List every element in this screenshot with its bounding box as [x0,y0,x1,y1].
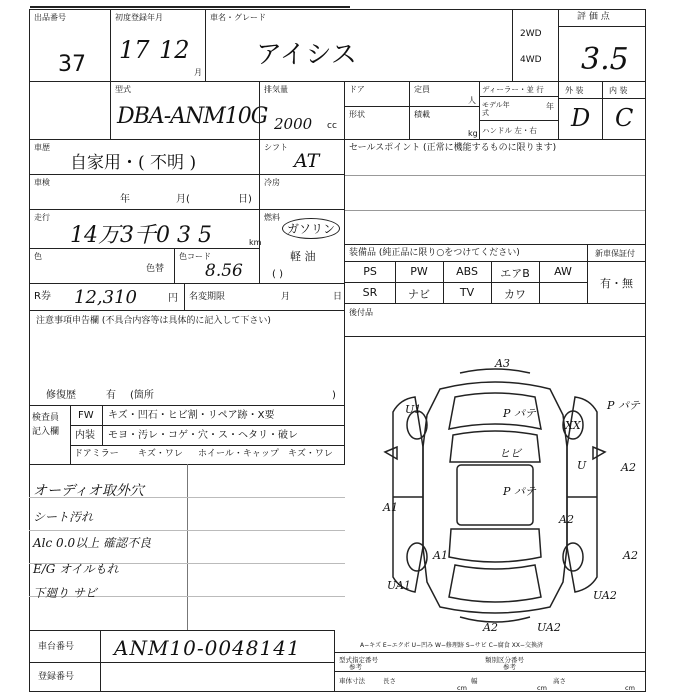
reg-no-cell [29,662,335,692]
equip-sr: SR [362,286,378,299]
shift-label: シフト [264,143,288,152]
mark-hibi: ヒビ [499,447,521,460]
fuel-cell [259,209,345,284]
load-unit: kg [468,129,478,138]
footer-sub2: 参考 [503,663,516,671]
inspector-mirror-label: ドアミラー [74,449,119,459]
remark-3: Alc 0.0以上 確認不良 [33,536,151,550]
mileage-label: 走行 [34,213,50,222]
footer-wid: 幅 [471,677,478,685]
equip-airbag: エアB [500,267,530,280]
capacity-label: 定員 [414,85,430,94]
recycle-label: R券 [34,291,51,302]
recycle-value: 12,310 [74,287,137,308]
interior-value: C [615,104,634,132]
equip-navi: ナビ [408,288,430,301]
damage-legend: A−キズ E−エクボ U−凹み W−修理跡 S−サビ C−腐食 XX−交換済 [360,642,543,649]
usage-value: 自家用・( 不明 ) [70,153,197,173]
car-name-label: 車名・グレード [210,13,266,22]
score-value: 3.5 [581,42,629,77]
inspector-side1: 検査員 [32,413,60,423]
inspector-mirror-text: キズ・ワレ [138,449,183,459]
capacity-cell [409,81,480,140]
color-label: 色 [34,252,42,261]
equip-ps: PS [363,265,377,278]
repair-history-label: 修復歴 [46,390,76,401]
chassis-value: ANM10-0048141 [114,636,301,660]
inspector-interior-text: モヨ・汚レ・コゲ・穴・ス・ヘタリ・破レ [108,430,298,441]
car-name-value: アイシス [256,40,357,70]
mileage-value: 14万3千0 3 5 [70,223,212,248]
exterior-value: D [571,104,591,132]
color-code-value: 8.56 [205,261,243,281]
score-label: 評 価 点 [577,12,610,22]
inspector-wheel-text: キズ・ワレ [288,449,333,459]
equip-pw: PW [410,265,428,278]
displacement-unit: cc [327,121,337,131]
chassis-label: 車台番号 [38,642,75,652]
recycle-cell [29,283,185,311]
drive-cell [512,9,559,82]
inspection-year: 年 [120,194,130,205]
mark-ua1: UA1 [387,579,411,592]
aircon-label: 冷房 [264,178,280,187]
interior-label: 内 装 [609,86,628,95]
mark-ua2: UA2 [593,589,617,602]
inspector-wheel-label: ホイール・キャップ [198,449,279,459]
footer-row2: 類別区分番号 [485,656,524,664]
shift-value: AT [294,150,320,172]
aircon-cell [259,174,345,210]
footer-sub1: 参考 [349,663,362,671]
footer-hei: 高さ [553,677,566,685]
fuel-paren: ( ) [272,269,283,280]
model-year-unit: 年 [546,102,554,111]
header-strip [30,0,350,8]
equip-yes-no: 有・無 [600,277,633,290]
inspector-cell [29,405,345,465]
sales-point-cell [344,139,646,245]
repair-history-place: (箇所 [130,390,154,401]
mark-a1-rear: A1 [433,549,448,562]
sales-point-label: セールスポイント (正常に機能するものに限ります) [349,143,557,153]
mark-u-right: U [577,459,587,472]
inspection-label: 車検 [34,178,50,187]
first-reg-label: 初度登録年月 [115,13,163,22]
chassis-cell [29,630,335,663]
displacement-cell [259,81,345,140]
mark-p-patch: P パテ [607,399,640,412]
mark-a2-right: A2 [621,461,636,474]
model-cell [110,81,268,140]
color-code-cell [174,248,260,284]
fuel-label: 燃料 [264,213,280,222]
footer-cm3: cm [625,684,635,692]
drive-4wd: 4WD [520,55,542,65]
inspector-fw-text: キズ・凹石・ヒビ割・リペア跡・X要 [108,410,275,421]
usage-label: 車歴 [34,143,50,152]
mark-ua2-bottom: UA2 [537,621,561,634]
mileage-cell [29,209,260,249]
after-install-cell [344,303,646,337]
inspection-day: 日) [238,194,252,205]
fuel-option: 軽 油 [290,250,316,263]
lot-no-value: 37 [58,52,86,77]
first-reg-year: 17 [119,36,150,64]
mileage-unit: km [249,238,262,247]
name-change-label: 名変期限 [189,292,226,302]
exterior-interior-cell [558,81,646,140]
car-name-cell [205,9,513,82]
remark-4: E/G オイルもれ [33,562,119,576]
load-label: 積載 [414,110,430,119]
inspector-interior-label: 内装 [75,430,95,441]
handle-label: ハンドル 左・右 [482,126,537,135]
equipment-cell [344,244,646,304]
repair-history-close: ) [332,390,336,401]
shape-label: 形状 [349,110,365,119]
dealer-cell [479,81,559,140]
remark-1: オーディオ取外穴 [33,483,144,499]
footer-dim: 車体寸法 [339,677,365,685]
color-code-label: 色コード [179,252,211,261]
notes-cell [29,310,345,406]
capacity-unit: 人 [468,96,476,105]
displacement-value: 2000 [274,115,313,133]
mark-a2-mid: A2 [559,513,574,526]
recycle-unit: 円 [168,293,178,304]
mark-a2-bottom: A2 [483,621,498,634]
equipment-label: 装備品 (純正品に限り○をつけてください) [349,248,520,258]
mark-a2-rear: A2 [623,549,638,562]
equip-aw: AW [554,265,572,278]
displacement-label: 排気量 [264,85,288,94]
color-cell [29,248,175,284]
name-change-day: 日 [333,292,343,302]
equip-abs: ABS [456,265,478,278]
name-change-cell [184,283,345,311]
model-label: 型式 [115,85,131,94]
mark-a1-left: A1 [383,501,398,514]
remark-2: シート汚れ [33,510,94,524]
usage-cell [29,139,260,175]
lot-no-label: 出品番号 [34,13,66,22]
footer-row1: 型式指定番号 [339,656,378,664]
model-value: DBA-ANM10G [117,104,268,129]
after-install-label: 後付品 [349,308,373,317]
inspector-side2: 記入欄 [32,427,60,437]
mark-parts2: P パテ [503,485,536,498]
mark-u1: U1 [405,403,422,416]
vehicle-damage-diagram [345,337,645,637]
first-reg-cell [110,9,206,82]
color-change-label: 色替 [146,264,165,274]
repair-history-value: 有 [106,390,116,401]
remark-5: 下廻り サビ [33,586,97,600]
inspection-month: 月( [176,194,190,205]
footer-len: 長さ [383,677,396,685]
first-reg-month-unit: 月 [194,68,202,77]
mark-xx: XX [565,419,581,432]
footer-cm1: cm [457,684,467,692]
name-change-month: 月 [281,292,291,302]
dealer-label: ディーラー・並 行 [482,85,544,94]
fuel-value: ガソリン [282,218,340,239]
door-cell [344,81,410,140]
exterior-label: 外 装 [565,86,584,95]
footer-cell [334,652,646,692]
door-label: ドア [349,85,365,94]
mark-a3: A3 [495,357,510,370]
equipment-new-label: 新車保証付 [595,249,635,258]
score-cell [558,9,646,82]
equip-tv: TV [459,286,475,299]
notes-label: 注意事項申告欄 (不具合内容等は具体的に記入して下さい) [36,316,271,326]
remarks-area [29,464,345,630]
model-year-label: モデル年式 [482,101,510,117]
drive-2wd: 2WD [520,29,542,39]
lot-no-cell [29,9,111,82]
equip-leather: カワ [504,288,526,301]
inspector-fw-label: FW [78,410,94,421]
shift-cell [259,139,345,175]
mark-parts1: P パテ [503,407,536,420]
inspection-cell [29,174,260,210]
first-reg-month: 12 [159,36,190,64]
reg-no-label: 登録番号 [38,672,75,682]
footer-cm2: cm [537,684,547,692]
